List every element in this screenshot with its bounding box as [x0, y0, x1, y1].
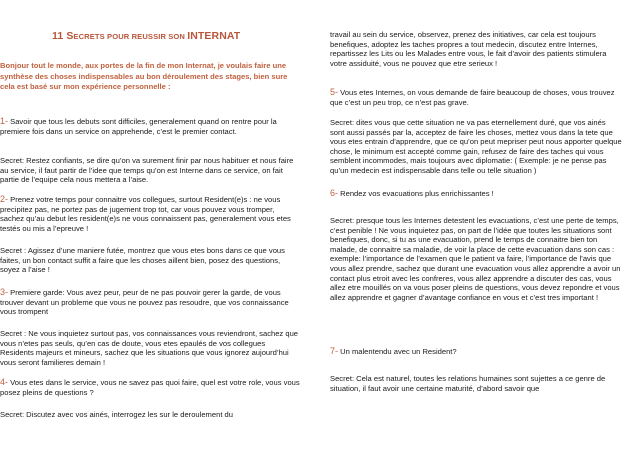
section-1	[0, 117, 300, 136]
section-3	[0, 288, 300, 317]
section-5-text: Vous etes Internes, on vous demande de faire beaucoup de choses, vous trouvez que c’est un peu trop, ce n’est pas grave.	[330, 88, 615, 107]
section-2-secret: Secret : Agissez d’une maniere futée, montrez que vous etes bons dans ce que vous faites, un bon contact suffit a faire que les choses aillent bien, posez des questions, soyez a l’aise !	[0, 246, 285, 275]
section-3-number: 3-	[0, 287, 9, 297]
section-2	[0, 195, 300, 233]
continuation-paragraph: travail au sein du service, observez, prenez des initiatives, car cela est toujours benefiques, adoptez les taches propres a tout medecin, discutez entre Internes, repartissez les Lits ou les Malades entre vous, le fait d’avoir des patients stimulera votre assiduité, vous ne pouvez que etre serieux !	[330, 30, 607, 68]
section-4-number: 4-	[0, 377, 9, 387]
section-6-number: 6-	[330, 188, 339, 198]
title-suffix: INTERNAT	[187, 30, 241, 42]
section-3-text: Premiere garde: Vous avez peur, peur de ne pas pouvoir gerer la garde, de vous trouver devant un probleme que vous ne pouvez pas resoudre, que vos connaissance vous trompent	[0, 288, 289, 317]
section-6-secret: Secret: presque tous les Internes detestent les evacuations, c’est une perte de temps, c’est penible ! Ne vous inquietez pas, on part de l’idée que toutes les situations sont benefiques, donc, si tu as une evacuation, prend le temps de connaitre bien ton malade, de connaitre sa maladie, de voir la place de cette evacuation dans son cas : exemple: l’importance de l’examen que le patient va faire, l’importance de l’avis que vous allez prendre, sachez que durant une evacuation vous allez apprendre a avoir un contact plus etroit avec les confreres, vous allez apprendre a discuter des cas, vous allez etre mouillés on va vous poser pleins de questions, vous devez repondre et vous allez apprendre et gagner d’avantage confiance en vous et c’est tres important !	[330, 216, 621, 302]
section-6	[330, 189, 622, 199]
section-5-secret: Secret: dites vous que cette situation ne va pas eternellement duré, que vos ainés sont aussi passés par la, acceptez de faire les choses, mettez vous dans la tete que vous etes entrain d’apprendre, que ce qu’on peut mepriser peut nous apporter quelque chose, le minimum est accepté comme gain, refusez de faire des taches qui vous semblent incommodes, mais toujours avec diplomatie: ( Exemple: je ne pense pas qu’un medecin est indispensable dans telle ou telle situation )	[330, 118, 622, 175]
section-6-text: Rendez vos evacuations plus enrichissantes !	[338, 189, 494, 198]
section-1-text: Savoir que tous les debuts sont difficiles, generalement quand on rentre pour la premiere fois dans un service on apprehende, c’est le premier contact.	[0, 117, 277, 136]
section-2-text: Prenez votre temps pour connaitre vos collegues, surtout Resident(e)s : ne vous precipitez pas, ne portez pas de jugement trop tot, car vous pouvez vous tromper, sachez qu’au debut les resident(e)s ne vous connaissent pas, generalement vous etes testés ou mis a l’epreuve !	[0, 195, 291, 233]
section-4-text: Vous etes dans le service, vous ne savez pas quoi faire, quel est votre role, vous vous posez pleins de questions ?	[0, 378, 300, 397]
section-2-number: 2-	[0, 194, 9, 204]
section-5	[330, 88, 622, 107]
section-7-text: Un malentendu avec un Resident?	[338, 347, 457, 356]
section-4	[0, 378, 300, 397]
section-7	[330, 347, 622, 357]
section-4-secret: Secret: Discutez avec vos ainés, interrogez les sur le deroulement du	[0, 410, 233, 419]
section-7-secret: Secret: Cela est naturel, toutes les relations humaines sont sujettes a ce genre de situation, il faut avoir une certaine maturité, d’abord savoir que	[330, 374, 606, 393]
section-3-secret: Secret : Ne vous inquietez surtout pas, vos connaissances vous reviendront, sachez que vous n’etes pas seuls, qu’en cas de doute, vous etes epaulés de vos collegues Residents majeurs et mineurs, sachez que les situations que vous ignorez aujourd’hui vous seront familieres demain !	[0, 329, 299, 367]
title-smallcaps: ECRETS POUR REUSSIR SON	[73, 32, 188, 41]
section-7-number: 7-	[330, 346, 339, 356]
section-1-secret: Secret: Restez confiants, se dire qu’on va surement finir par nous habituer et nous faire au service, il faut partir de l’idee que temps qu’on est Interne dans ce service, on fait partie de l’equipe cela nous mettera a l’aise.	[0, 156, 294, 185]
title-prefix: 11 S	[52, 30, 74, 42]
document-title	[52, 30, 292, 42]
section-5-number: 5-	[330, 87, 339, 97]
intro-paragraph: Bonjour tout le monde, aux portes de la fin de mon Internat, je voulais faire une synthèse des choses indispensables au bon déroulement des stages, bien sure cela est basé sur mon expérience personnelle :	[0, 61, 288, 92]
section-1-number: 1-	[0, 116, 9, 126]
